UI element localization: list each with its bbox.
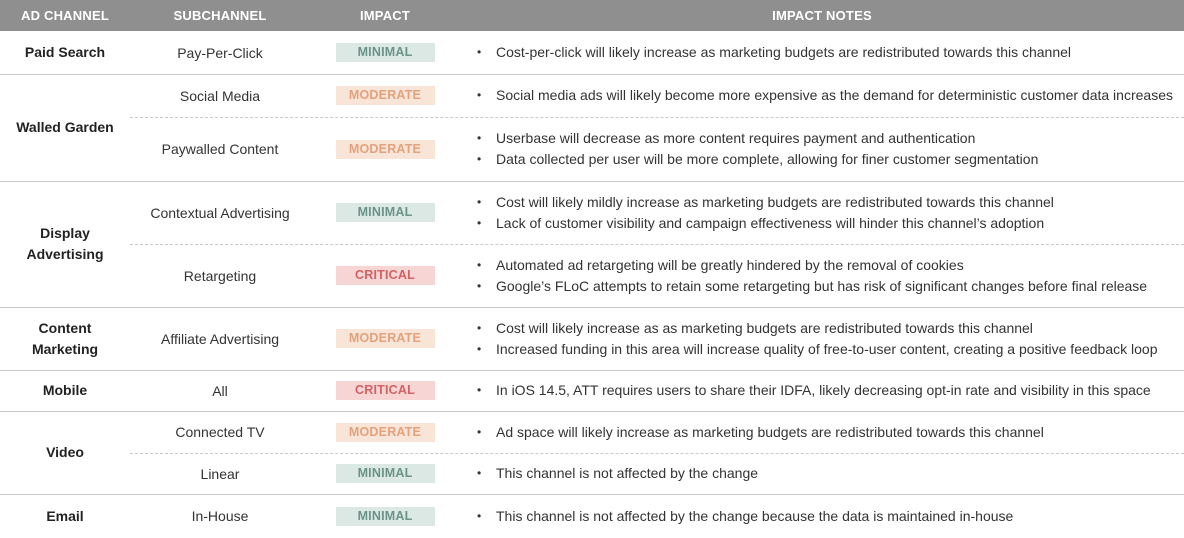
subchannel-name: Connected TV [175, 424, 265, 440]
impact-note-item [460, 463, 1180, 484]
impact-note-text: Data collected per user will be more complete, allowing for finer customer segmentation [496, 151, 1039, 167]
impact-badge: MINIMAL [336, 464, 435, 483]
channel-name [0, 74, 130, 181]
channel-label: Mobile [42, 382, 88, 398]
subchannel-name: Paywalled Content [161, 141, 279, 157]
impact-note-text: In iOS 14.5, ATT requires users to share their IDFA, likely decreasing opt-in rate and visibility in this space [496, 382, 1151, 398]
bullet-icon: • [477, 131, 482, 145]
impact-note-item [460, 192, 1180, 213]
impact-note-text: This channel is not affected by the change because the data is maintained in-house [496, 507, 1014, 524]
impact-note-text: Cost will likely increase as as marketing budgets are redistributed towards this channel [496, 319, 1033, 336]
channel-label: Content Marketing [31, 319, 99, 357]
impact-notes [460, 411, 1180, 453]
impact-note-item [460, 276, 1180, 297]
impact-notes [460, 370, 1180, 411]
impact-notes [460, 453, 1180, 494]
subchannel-name: Affiliate Advertising [160, 330, 280, 347]
impact-note-item [460, 85, 1180, 106]
impact-note-item [460, 318, 1180, 339]
impact-badge: CRITICAL [336, 266, 435, 285]
impact-badge: MODERATE [336, 423, 435, 442]
impact-notes [460, 307, 1180, 370]
bullet-icon: • [477, 278, 482, 293]
impact-note-text: Userbase will decrease as more content requires payment and authentication [496, 130, 976, 146]
impact-note-item [460, 422, 1180, 443]
header-impact-notes: IMPACT NOTES [772, 8, 872, 23]
subchannel-name: Linear [200, 465, 240, 482]
channel-name [0, 370, 130, 411]
impact-badge: MODERATE [336, 86, 435, 105]
channel-label: Paid Search [24, 44, 106, 60]
impact-notes [460, 31, 1180, 74]
subchannel-name: Contextual Advertising [150, 204, 290, 221]
subchannel-name: In-House [191, 508, 249, 524]
impact-note-item [460, 506, 1180, 527]
impact-cell [310, 74, 460, 117]
impact-note-text: Google’s FLoC attempts to retain some retargeting but has risk of significant changes before final release [496, 277, 1148, 294]
impact-cell [310, 411, 460, 453]
channel-name [0, 411, 130, 494]
header-impact: IMPACT [359, 8, 411, 23]
bullet-icon: • [477, 152, 482, 166]
impact-note-item [460, 380, 1180, 401]
bullet-icon: • [477, 320, 482, 335]
impact-note-text: Increased funding in this area will increase quality of free-to-user content, creating a positive feedback loop [496, 340, 1158, 357]
impact-cell [310, 370, 460, 411]
channel-label: Video [46, 444, 84, 460]
channel-name [0, 31, 130, 74]
channel-name [0, 181, 130, 307]
channel-label: Display Advertising [26, 225, 104, 262]
bullet-icon: • [477, 215, 482, 230]
bullet-icon: • [477, 424, 482, 439]
impact-notes [460, 74, 1180, 117]
table-header [0, 0, 1184, 31]
channel-name [0, 494, 130, 538]
bullet-icon: • [477, 383, 482, 397]
impact-note-text: Automated ad retargeting will be greatly hindered by the removal of cookies [496, 256, 964, 273]
impact-note-item [460, 255, 1180, 276]
subchannel-name: Retargeting [183, 267, 257, 284]
impact-note-item [460, 213, 1180, 234]
impact-badge: CRITICAL [336, 381, 435, 400]
impact-badge: MINIMAL [336, 203, 435, 222]
channel-name [0, 307, 130, 370]
impact-badge: MINIMAL [336, 507, 435, 526]
channel-label: Walled Garden [16, 119, 114, 135]
impact-notes [460, 494, 1180, 538]
impact-notes [460, 181, 1180, 244]
impact-notes [460, 244, 1180, 307]
subchannel-name: Social Media [179, 87, 261, 104]
channel-label: Email [46, 507, 84, 524]
impact-note-text: Ad space will likely increase as marketing budgets are redistributed towards this channel [496, 423, 1044, 440]
impact-cell [310, 453, 460, 494]
subchannel-name: Pay-Per-Click [177, 44, 263, 61]
impact-cell [310, 181, 460, 244]
impact-note-text: Lack of customer visibility and campaign effectiveness will hinder this channel’s adoption [496, 214, 1045, 231]
bullet-icon: • [477, 341, 482, 356]
impact-notes [460, 117, 1180, 181]
impact-note-text: Social media ads will likely become more expensive as the demand for deterministic customer data increases [496, 87, 1173, 103]
impact-note-item [460, 42, 1180, 63]
impact-badge: MODERATE [336, 140, 435, 159]
header-ad-channel: AD CHANNEL [21, 8, 109, 23]
impact-badge: MINIMAL [336, 43, 435, 62]
bullet-icon: • [477, 45, 482, 59]
bullet-icon: • [477, 466, 482, 480]
bullet-icon: • [477, 194, 482, 209]
impact-cell [310, 117, 460, 181]
impact-cell [310, 244, 460, 307]
impact-note-text: Cost will likely mildly increase as marketing budgets are redistributed towards this channel [496, 193, 1054, 210]
impact-note-text: This channel is not affected by the change [496, 465, 759, 481]
impact-note-text: Cost-per-click will likely increase as marketing budgets are redistributed towards this channel [496, 44, 1072, 60]
impact-note-item [460, 128, 1180, 149]
header-subchannel: SUBCHANNEL [173, 8, 267, 23]
subchannel-name: All [212, 382, 228, 399]
impact-cell [310, 494, 460, 538]
impact-badge: MODERATE [336, 329, 435, 348]
impact-note-item [460, 149, 1180, 170]
bullet-icon: • [477, 508, 482, 523]
impact-cell [310, 31, 460, 74]
bullet-icon: • [477, 257, 482, 272]
impact-note-item [460, 339, 1180, 360]
impact-cell [310, 307, 460, 370]
bullet-icon: • [477, 88, 482, 102]
